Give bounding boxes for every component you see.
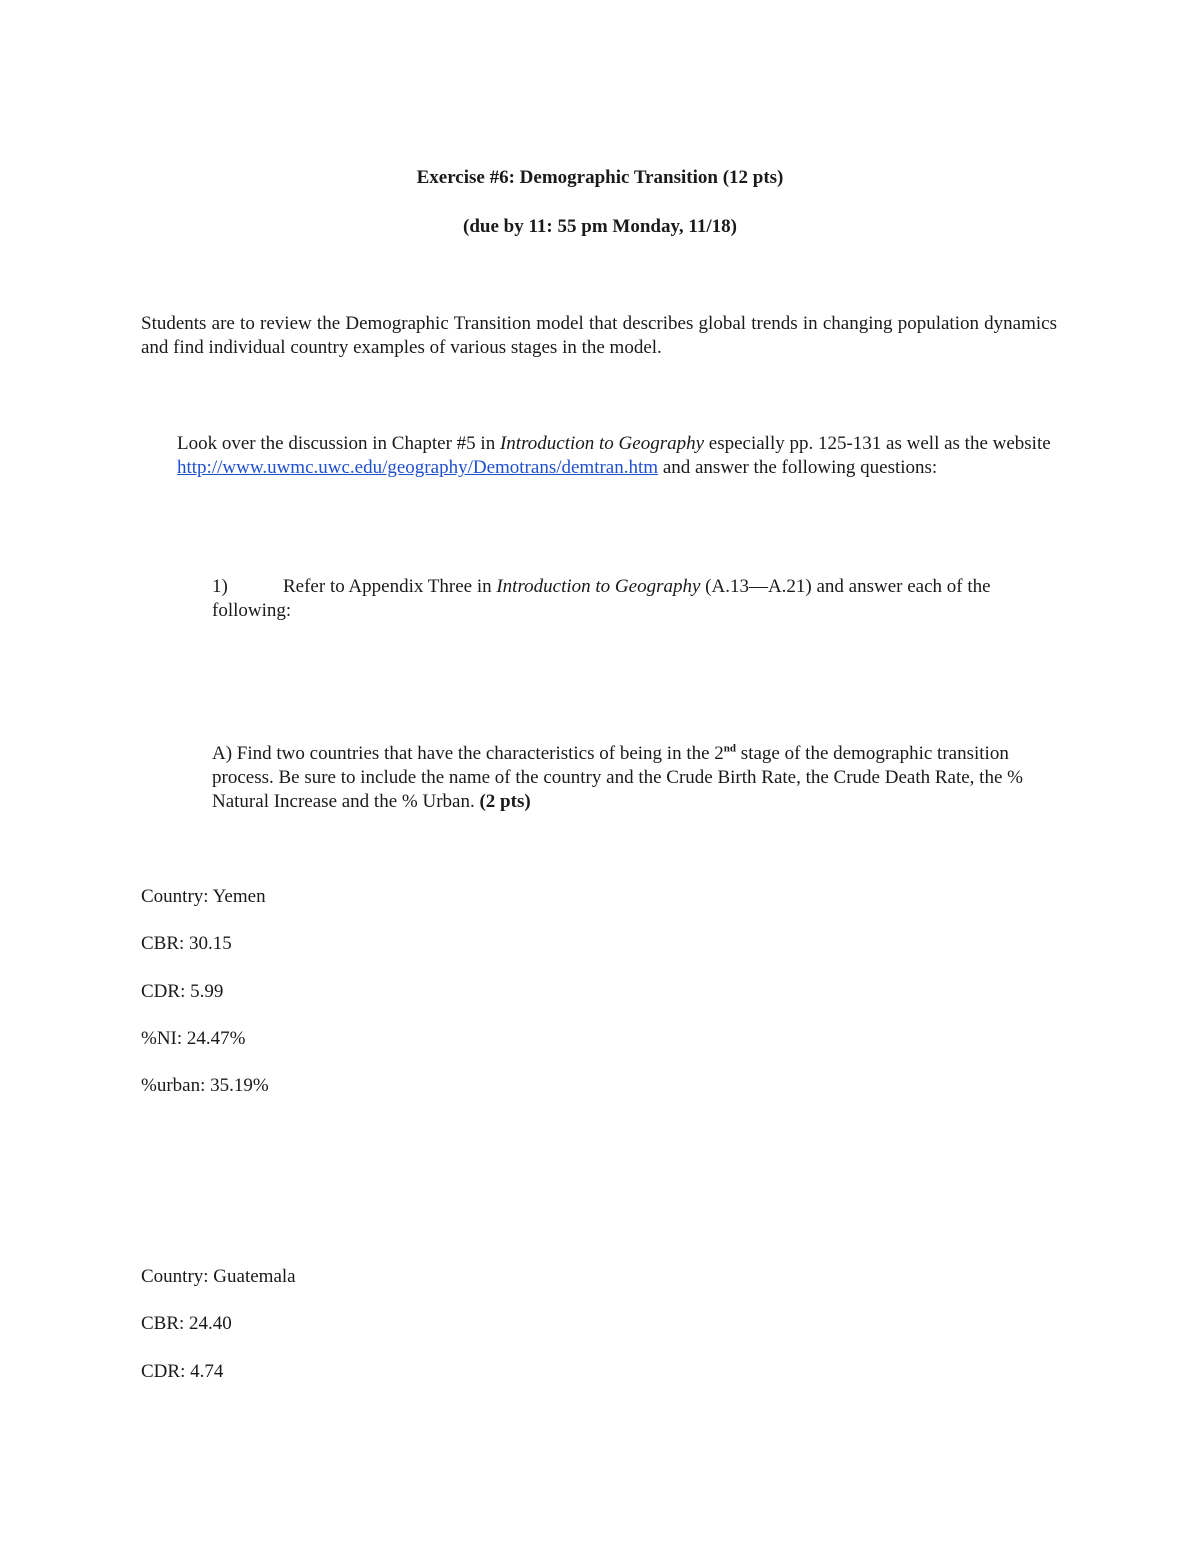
document-title: Exercise #6: Demographic Transition (12 pts) <box>416 167 784 188</box>
book-title: Introduction to Geography <box>499 433 705 454</box>
instructions-paragraph <box>177 432 1062 480</box>
answer-yemen-cdr: CDR: 5.99 <box>141 981 224 1002</box>
answer-guatemala-country: Country: Guatemala <box>141 1266 296 1287</box>
due-date: (due by 11: 55 pm Monday, 11/18) <box>463 216 737 237</box>
answer-guatemala-cbr: CBR: 24.40 <box>141 1313 232 1334</box>
question-a <box>212 742 1042 814</box>
question-a-points: (2 pts) <box>479 791 531 812</box>
intro-paragraph: Students are to review the Demographic Transition model that describes global trends in changing population dynamics and find individual country examples of various stages in the model. <box>141 313 1057 358</box>
question-1 <box>212 575 1062 623</box>
instructions-text-2: especially pp. 125-131 as well as the website <box>704 433 1051 454</box>
question-1-text-2: (A.13—A.21) and answer each of the following: <box>212 576 991 621</box>
question-1-book-title: Introduction to Geography <box>496 576 701 597</box>
ordinal-suffix: nd <box>723 742 737 755</box>
question-a-text-1: A) Find two countries that have the characteristics of being in the 2 <box>212 743 724 764</box>
question-1-text-1: Refer to Appendix Three in <box>283 576 497 597</box>
question-1-number: 1) <box>212 576 228 597</box>
website-link[interactable]: http://www.uwmc.uwc.edu/geography/Demotrans/demtran.htm <box>177 457 659 478</box>
question-a-text-2: stage of the demographic transition process. Be sure to include the name of the country and the Crude Birth Rate, the Crude Death Rate, the % Natural Increase and the % Urban. <box>212 743 1023 812</box>
answer-yemen-ni: %NI: 24.47% <box>141 1028 246 1049</box>
answer-guatemala-cdr: CDR: 4.74 <box>141 1361 224 1382</box>
instructions-text-3: and answer the following questions: <box>658 457 938 478</box>
answer-yemen-country: Country: Yemen <box>141 886 266 907</box>
answer-yemen-urban: %urban: 35.19% <box>141 1075 269 1096</box>
instructions-text-1: Look over the discussion in Chapter #5 in <box>177 433 500 454</box>
answer-yemen-cbr: CBR: 30.15 <box>141 933 232 954</box>
